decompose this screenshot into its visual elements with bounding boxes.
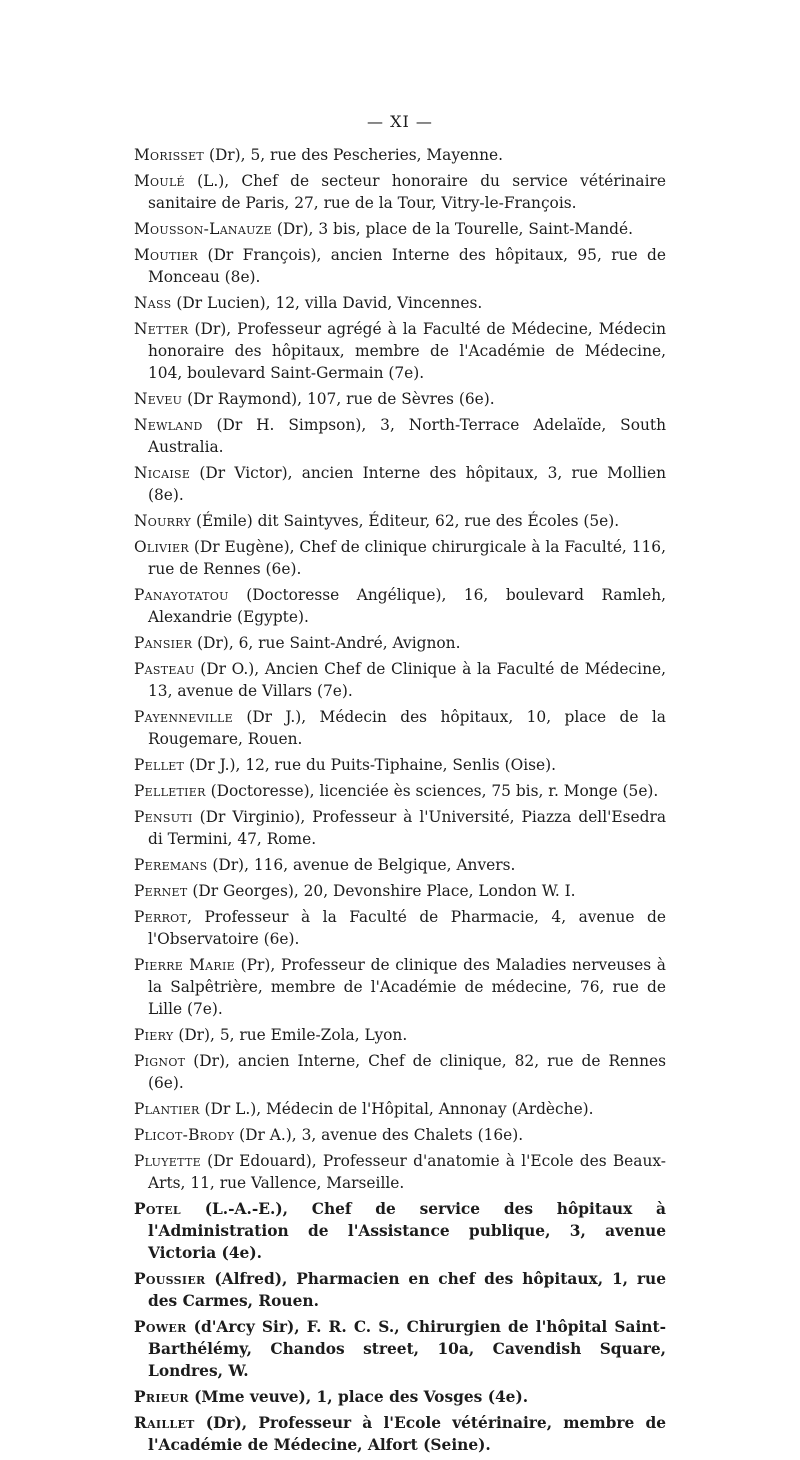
entry-name: Nourry [134, 512, 192, 530]
list-item [134, 292, 666, 314]
entry-name: Pensuti [134, 808, 193, 826]
entry-details: (Dr Raymond), 107, rue de Sèvres (6e). [182, 390, 495, 408]
entry-name: Pernet [134, 882, 188, 900]
entry-name: Poussier [134, 1270, 206, 1288]
entry-name: Neveu [134, 390, 183, 408]
list-item [134, 906, 666, 950]
entry-details: (Dr), 6, rue Saint-André, Avignon. [192, 634, 461, 652]
entry-details: (Dr O.), Ancien Chef de Clinique à la Faculté de Médecine, 13, avenue de Villars (7e). [148, 660, 666, 700]
list-item [134, 244, 666, 288]
list-item [134, 144, 666, 166]
entry-name: Panayotatou [134, 586, 229, 604]
entry-name: Pluyette [134, 1152, 201, 1170]
entry-name: Pelletier [134, 782, 206, 800]
entry-details: (Dr), Professeur à l'Ecole vétérinaire, membre de l'Académie de Médecine, Alfort (Seine). [148, 1414, 666, 1454]
entry-details: (Alfred), Pharmacien en chef des hôpitaux, 1, rue des Carmes, Rouen. [148, 1270, 666, 1310]
list-item [134, 880, 666, 902]
list-item [134, 170, 666, 214]
entry-details: (Dr Virginio), Professeur à l'Université, Piazza dell'Esedra di Termini, 47, Rome. [148, 808, 666, 848]
entry-name: Pansier [134, 634, 193, 652]
list-item [134, 1124, 666, 1146]
entry-name: Pignot [134, 1052, 186, 1070]
list-item [134, 754, 666, 776]
entry-name: Perrot [134, 908, 188, 926]
entry-name: Pierre Marie [134, 956, 235, 974]
entry-name: Nicaise [134, 464, 191, 482]
list-item [134, 658, 666, 702]
list-item [134, 1386, 666, 1408]
list-item [134, 536, 666, 580]
entry-name: Piery [134, 1026, 174, 1044]
entry-details: (Émile) dit Saintyves, Éditeur, 62, rue des Écoles (5e). [191, 512, 620, 530]
entry-name: Moutier [134, 246, 199, 264]
entry-details: (d'Arcy Sir), F. R. C. S., Chirurgien de l'hôpital Saint-Barthélémy, Chandos street, 10a, Cavendish Square, Londres, W. [148, 1318, 666, 1380]
entry-details: , Professeur à la Faculté de Pharmacie, 4, avenue de l'Observatoire (6e). [148, 908, 666, 948]
entry-details: (Dr J.), 12, rue du Puits-Tiphaine, Senlis (Oise). [184, 756, 557, 774]
directory-list [134, 144, 666, 1460]
list-item [134, 1316, 666, 1382]
list-item [134, 854, 666, 876]
entry-details: (Dr Georges), 20, Devonshire Place, London W. I. [187, 882, 576, 900]
entry-details: (Dr), ancien Interne, Chef de clinique, 82, rue de Rennes (6e). [148, 1052, 666, 1092]
list-item [134, 318, 666, 384]
entry-details: (Dr), 3 bis, place de la Tourelle, Saint-Mandé. [271, 220, 633, 238]
entry-details: (Dr Eugène), Chef de clinique chirurgicale à la Faculté, 116, rue de Rennes (6e). [148, 538, 666, 578]
entry-name: Power [134, 1318, 187, 1336]
list-item [134, 462, 666, 506]
list-item [134, 1268, 666, 1312]
entry-name: Netter [134, 320, 189, 338]
entry-name: Olivier [134, 538, 189, 556]
entry-details: (Dr H. Simpson), 3, North-Terrace Adelaïde, South Australia. [148, 416, 666, 456]
list-item [134, 1050, 666, 1094]
list-item [134, 706, 666, 750]
list-item [134, 388, 666, 410]
list-item [134, 632, 666, 654]
entry-details: (Dr), Professeur agrégé à la Faculté de Médecine, Médecin honoraire des hôpitaux, membre de l'Académie de Médecine, 104, boulevard Saint-Germain (7e). [148, 320, 666, 382]
list-item [134, 1024, 666, 1046]
list-item [134, 1150, 666, 1194]
entry-name: Peremans [134, 856, 208, 874]
entry-details: (Dr), 5, rue des Pescheries, Mayenne. [204, 146, 503, 164]
entry-name: Mousson-Lanauze [134, 220, 272, 238]
list-item [134, 780, 666, 802]
list-item [134, 510, 666, 532]
list-item [134, 414, 666, 458]
entry-name: Payenneville [134, 708, 233, 726]
entry-name: Raillet [134, 1414, 195, 1432]
entry-details: (Dr Lucien), 12, villa David, Vincennes. [171, 294, 483, 312]
entry-details: (Pr), Professeur de clinique des Maladies nerveuses à la Salpêtrière, membre de l'Académie de médecine, 76, rue de Lille (7e). [148, 956, 666, 1018]
entry-details: (Dr L.), Médecin de l'Hôpital, Annonay (Ardèche). [199, 1100, 594, 1118]
list-item [134, 1412, 666, 1456]
list-item [134, 1098, 666, 1120]
list-item [134, 1198, 666, 1264]
entry-name: Morisset [134, 146, 205, 164]
list-item [134, 218, 666, 240]
list-item [134, 584, 666, 628]
entry-name: Moulé [134, 172, 185, 190]
entry-details: (L.-A.-E.), Chef de service des hôpitaux à l'Administration de l'Assistance publique, 3, avenue Victoria (4e). [148, 1200, 666, 1262]
entry-details: (Dr Victor), ancien Interne des hôpitaux, 3, rue Mollien (8e). [148, 464, 666, 504]
entry-details: (Dr Edouard), Professeur d'anatomie à l'Ecole des Beaux-Arts, 11, rue Vallence, Marseille. [148, 1152, 666, 1192]
entry-name: Prieur [134, 1388, 189, 1406]
entry-name: Plicot-Brody [134, 1126, 235, 1144]
entry-name: Newland [134, 416, 203, 434]
entry-details: (Dr A.), 3, avenue des Chalets (16e). [234, 1126, 524, 1144]
entry-details: (Mme veuve), 1, place des Vosges (4e). [188, 1388, 529, 1406]
list-item [134, 806, 666, 850]
entry-name: Potel [134, 1200, 181, 1218]
entry-details: (Dr), 5, rue Emile-Zola, Lyon. [173, 1026, 408, 1044]
entry-details: (Dr), 116, avenue de Belgique, Anvers. [207, 856, 516, 874]
entry-name: Plantier [134, 1100, 200, 1118]
entry-details: (Doctoresse Angélique), 16, boulevard Ramleh, Alexandrie (Egypte). [148, 586, 666, 626]
list-item [134, 954, 666, 1020]
entry-name: Pasteau [134, 660, 195, 678]
page-number: — XI — [367, 112, 433, 131]
entry-name: Nass [134, 294, 172, 312]
entry-details: (Dr François), ancien Interne des hôpitaux, 95, rue de Monceau (8e). [148, 246, 666, 286]
entry-details: (L.), Chef de secteur honoraire du service vétérinaire sanitaire de Paris, 27, rue de la Tour, Vitry-le-François. [148, 172, 666, 212]
entry-name: Pellet [134, 756, 185, 774]
entry-details: (Doctoresse), licenciée ès sciences, 75 bis, r. Monge (5e). [205, 782, 659, 800]
entry-details: (Dr J.), Médecin des hôpitaux, 10, place de la Rougemare, Rouen. [148, 708, 666, 748]
